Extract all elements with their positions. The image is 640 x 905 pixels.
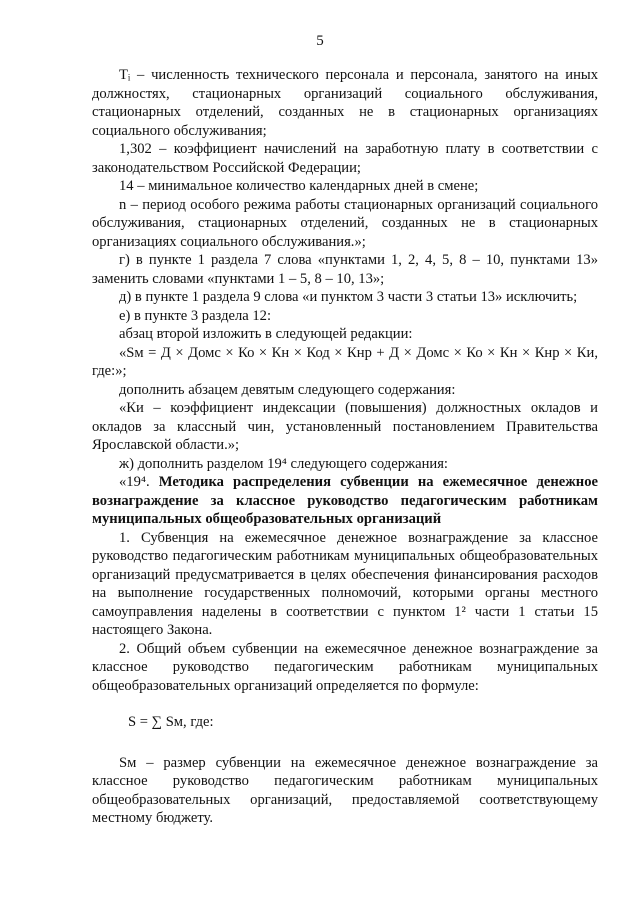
formula-total: S = ∑ Sм, где: [128,714,214,730]
document-body [92,66,598,828]
paragraph-coefficient: 1,302 – коэффициент начислений на заработную плату в соответствии с законодательством Российской Федерации; [92,141,598,176]
section-paragraph-1: 1. Субвенция на ежемесячное денежное вознаграждение за классное руководство педагогическим работникам муниципальных общеобразовательных организаций предусматривается в целях обеспечения финансирования расходов на выполнение государственных полномочий, которыми органы местного самоуправления наделены в соответствии с пунктом 1² части 1 статьи 15 настоящего Закона. [92,529,598,638]
paragraph-add-ninth: дополнить абзацем девятым следующего содержания: [119,381,456,398]
paragraph-ki: «Ки – коэффициент индексации (повышения) должностных окладов и окладов за классный чин, установленный постановлением Правительства Ярославской области.»; [92,400,598,453]
paragraph-item-e: е) в пункте 3 раздела 12: [119,307,272,324]
paragraph-item-g: г) в пункте 1 раздела 7 слова «пунктами 1, 2, 4, 5, 8 – 10, пунктами 13» заменить словами «пунктами 1 – 5, 8 – 10, 13»; [92,252,598,287]
section-heading [92,473,598,529]
section-heading-number: «19⁴. [119,474,150,490]
paragraph-ti: Tᵢ – численность технического персонала и персонала, занятого на иных должностях, стационарных организаций социального обслуживания, стационарных отделений, созданных не в стационарных организациях социального обслуживания; [92,67,598,139]
paragraph-period: n – период особого режима работы стационарных организаций социального обслуживания, стационарных отделений, созданных не в стационарных организациях социального обслуживания.»; [92,196,598,250]
paragraph-item-zh: ж) дополнить разделом 19⁴ следующего содержания: [119,455,448,472]
paragraph-item-d: д) в пункте 1 раздела 9 слова «и пунктом 3 части 3 статьи 13» исключить; [119,289,578,305]
formula-sm: «Sм = Д × Домс × Ко × Кн × Код × Кнр + Д × Домс × Ко × Кн × Кнр × Ки, где:»; [92,344,598,379]
paragraph-min-days: 14 – минимальное количество календарных дней в смене; [119,178,479,194]
section-paragraph-sm: Sм – размер субвенции на ежемесячное денежное вознаграждение за классное руководство педагогическим работникам муниципальных общеобразовательных организаций, предоставляемой соответствующему местному бюджету. [92,754,598,826]
section-heading-title: Методика распределения субвенции на ежемесячное денежное вознаграждение за классное руководство педагогическим работникам муниципальных общеобразовательных организаций [92,474,598,527]
page-number: 5 [316,33,324,49]
paragraph-second-abzac: абзац второй изложить в следующей редакции: [119,326,413,342]
section-paragraph-2: 2. Общий объем субвенции на ежемесячное денежное вознаграждение за классное руководство педагогическим работникам муниципальных общеобразовательных организаций определяется по формуле: [92,640,598,694]
